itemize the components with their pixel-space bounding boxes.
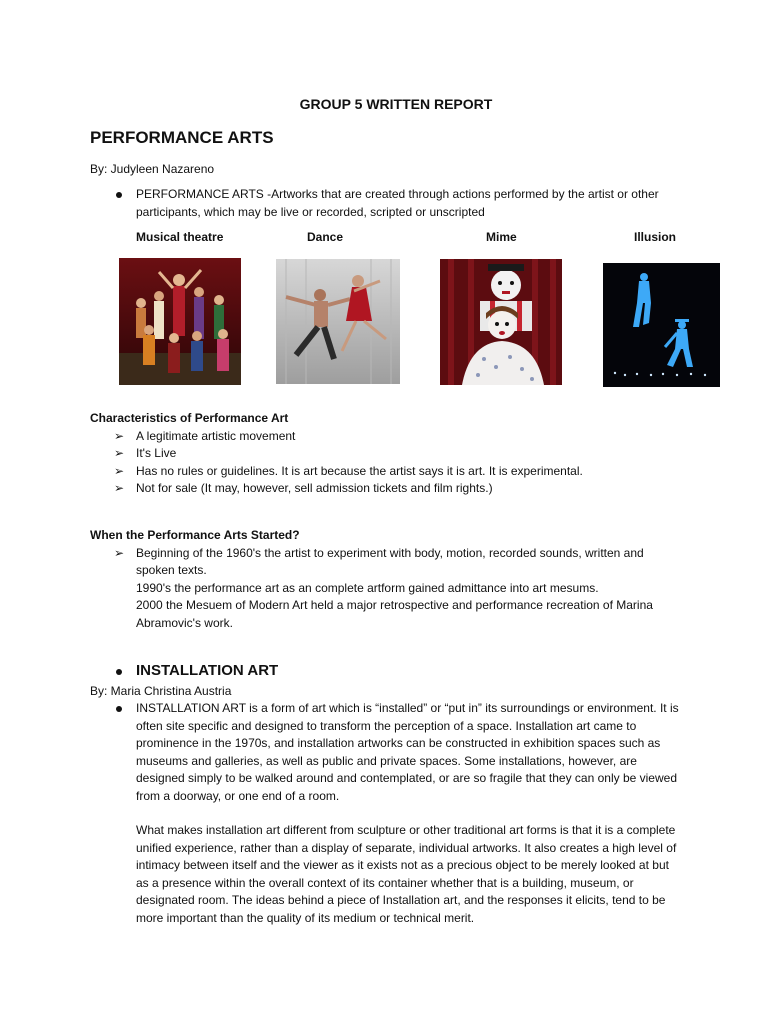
history-heading: When the Performance Arts Started? — [90, 528, 300, 542]
characteristic-item — [90, 480, 690, 498]
installation-title-row — [90, 660, 690, 682]
history-text: Beginning of the 1960's the artist to experiment with body, motion, recorded sounds, written and spoken texts. — [136, 545, 644, 577]
characteristic-item — [90, 445, 690, 463]
bullet-dot-icon — [112, 660, 126, 682]
bullet-dot-icon — [112, 700, 126, 718]
arrow-bullet-icon: ➢ — [113, 545, 125, 560]
history-text: 1990's the performance art as an complete artform gained admittance into art mesums. — [136, 580, 599, 595]
characteristics-heading: Characteristics of Performance Art — [90, 411, 289, 425]
mime-photo — [440, 259, 562, 385]
arrow-bullet-icon: ➢ — [113, 463, 125, 478]
definition-block — [90, 186, 665, 221]
definition-text: PERFORMANCE ARTS -Artworks that are created through actions performed by the artist or other participants, which may be live or recorded, scripted or unscripted — [136, 187, 659, 219]
musical-theatre-photo — [119, 258, 241, 385]
characteristic-text: Not for sale (It may, however, sell admission tickets and film rights.) — [136, 481, 493, 495]
characteristic-item — [90, 463, 690, 481]
installation-paragraph-1: INSTALLATION ART is a form of art which is “installed” or “put in” its surroundings or environment. It is often site specific and designed to transform the perception of a space. Installation art came to prominence in the 1970s, and installation artworks can be constructed in exhibition spaces such as museums and galleries, as well as public and private spaces. Some installations, however, are designed simply to be walked around and contemplated, or are so fragile that they can only be viewed from a doorway, or one end of a room. — [136, 701, 679, 803]
definition-item — [90, 186, 665, 221]
caption-mime: Mime — [486, 230, 517, 244]
history-item — [90, 580, 665, 598]
dance-photo — [276, 259, 400, 384]
installation-body — [90, 700, 680, 927]
caption-dance: Dance — [307, 230, 344, 244]
document-title: GROUP 5 WRITTEN REPORT — [299, 96, 493, 112]
illusion-photo — [603, 263, 720, 387]
section-title-installation-art: INSTALLATION ART — [136, 662, 279, 679]
history-item — [90, 597, 665, 632]
characteristic-text: Has no rules or guidelines. It is art because the artist says it is art. It is experimental. — [136, 463, 583, 478]
caption-illusion: Illusion — [634, 230, 676, 244]
arrow-bullet-icon: ➢ — [113, 446, 125, 460]
arrow-bullet-icon: ➢ — [113, 481, 125, 495]
history-item — [90, 545, 665, 580]
characteristic-text: A legitimate artistic movement — [136, 428, 296, 443]
characteristic-text: It's Live — [136, 446, 177, 460]
caption-musical-theatre: Musical theatre — [136, 230, 224, 244]
bullet-dot-icon — [112, 186, 126, 204]
arrow-bullet-icon: ➢ — [113, 428, 125, 443]
byline-performance: By: Judyleen Nazareno — [90, 162, 215, 176]
byline-installation: By: Maria Christina Austria — [90, 684, 232, 698]
section-title-performance-arts: PERFORMANCE ARTS — [90, 128, 274, 147]
characteristic-item — [90, 428, 690, 446]
history-text: 2000 the Mesuem of Modern Art held a major retrospective and performance recreation of Marina Abramovic's work. — [136, 598, 653, 630]
installation-title-item — [90, 660, 690, 682]
installation-paragraph-2: What makes installation art different from sculpture or other traditional art forms is that it is a complete unified experience, rather than a display of separate, individual artworks. It also creates a high level of intimacy between itself and the viewer as it exists not as a precious object to be merely looked at but as a presence within the overall context of its container whether that is a building, museum, or designated room. The ideas behind a piece of Installation art, and the responses it elicits, tend to be more important than the quality of its medium or technical merit. — [136, 823, 677, 925]
characteristics-section — [90, 410, 690, 498]
history-section — [90, 527, 665, 632]
installation-item — [90, 700, 680, 927]
